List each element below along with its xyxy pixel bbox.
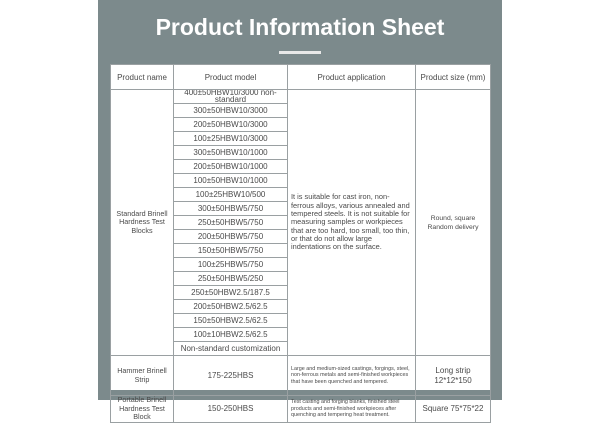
- table-row: [111, 90, 491, 104]
- model-cell: 250±50HBW2.5/187.5: [174, 286, 288, 300]
- model-cell: 250±50HBW5/250: [174, 272, 288, 286]
- standard-block-application: It is suitable for cast iron, non-ferrous alloys, various annealed and tempered steels. It is not suitable for measuring samples or workpieces that are too hard, too small, too thin, or that do not allow large indentations on the surface.: [288, 90, 416, 356]
- model-cell: 100±10HBW2.5/62.5: [174, 328, 288, 342]
- hammer-strip-model: 175-225HBS: [174, 356, 288, 396]
- title-underline: [279, 51, 321, 54]
- portable-block-size: Square 75*75*22: [416, 396, 491, 423]
- hammer-strip-application: Large and medium-sized castings, forgings, steel, non-ferrous metals and semi-finished workpieces that have been quenched and tempered.: [288, 356, 416, 396]
- model-cell: 300±50HBW5/750: [174, 202, 288, 216]
- header-product-size: Product size (mm): [416, 65, 491, 90]
- table-row: [111, 356, 491, 396]
- table-row: [111, 396, 491, 423]
- model-cell: 200±50HBW2.5/62.5: [174, 300, 288, 314]
- model-cell: 250±50HBW5/750: [174, 216, 288, 230]
- hammer-strip-name: Hammer Brinell Strip: [111, 356, 174, 396]
- model-cell: 100±25HBW10/500: [174, 188, 288, 202]
- product-table: [110, 64, 491, 423]
- model-cell: 400±50HBW10/3000 non-standard: [174, 90, 288, 104]
- standard-block-size: Round, square Random delivery: [416, 90, 491, 356]
- header-product-model: Product model: [174, 65, 288, 90]
- model-cell: 150±50HBW5/750: [174, 244, 288, 258]
- model-cell: 100±50HBW10/1000: [174, 174, 288, 188]
- header-row: [111, 65, 491, 90]
- model-cell: Non-standard customization: [174, 342, 288, 356]
- sheet-frame: [98, 0, 502, 421]
- model-cell: 300±50HBW10/1000: [174, 146, 288, 160]
- header-product-application: Product application: [288, 65, 416, 90]
- portable-block-model: 150-250HBS: [174, 396, 288, 423]
- portable-block-name: Portable Brinell Hardness Test Block: [111, 396, 174, 423]
- model-cell: 200±50HBW10/1000: [174, 160, 288, 174]
- standard-block-name: Standard Brinell Hardness Test Blocks: [111, 90, 174, 356]
- model-cell: 200±50HBW10/3000: [174, 118, 288, 132]
- page-title: Product Information Sheet: [155, 14, 445, 40]
- model-cell: 150±50HBW2.5/62.5: [174, 314, 288, 328]
- portable-block-application: Test casting and forging blanks, finished steel products and semi-finished workpieces after quenching and tempering heat treatment.: [288, 396, 416, 423]
- header-product-name: Product name: [111, 65, 174, 90]
- model-cell: 100±25HBW10/3000: [174, 132, 288, 146]
- model-cell: 100±25HBW5/750: [174, 258, 288, 272]
- model-cell: 200±50HBW5/750: [174, 230, 288, 244]
- hammer-strip-size: Long strip 12*12*150: [416, 356, 491, 396]
- product-table-container: [110, 64, 490, 421]
- model-cell: 300±50HBW10/3000: [174, 104, 288, 118]
